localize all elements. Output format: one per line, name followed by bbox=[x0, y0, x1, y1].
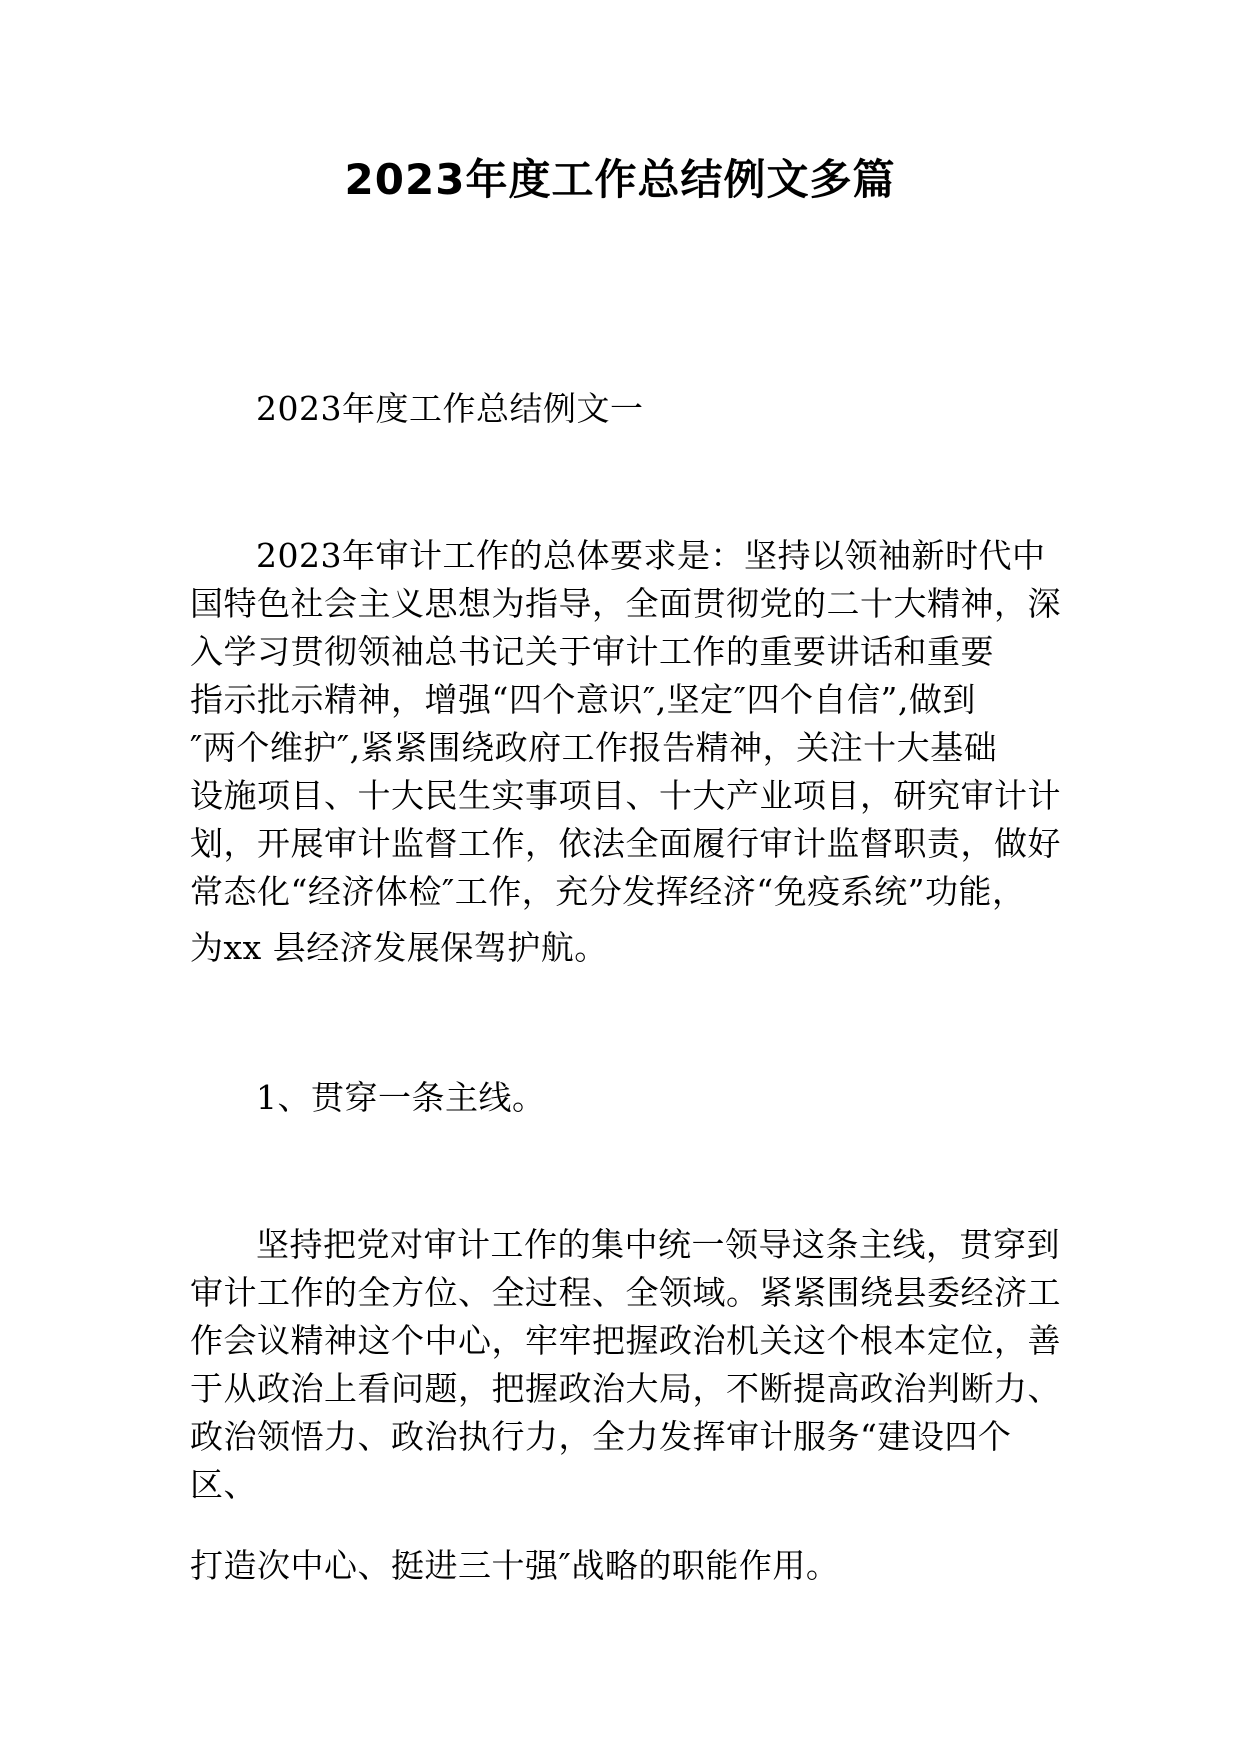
paragraph-line: 为xx 县经济发展保驾护航。 bbox=[190, 928, 608, 967]
paragraph-line: 划，开展审计监督工作，依法全面履行审计监督职责，做好 bbox=[190, 824, 1061, 863]
paragraph-line: 打造次中心、挺进三十强″战略的职能作用。 bbox=[190, 1546, 840, 1585]
paragraph-line: 坚持把党对审计工作的集中统一领导这条主线，贯穿到 bbox=[256, 1225, 1060, 1264]
paragraph-line: 国特色社会主义思想为指导，全面贯彻党的二十大精神，深 bbox=[190, 584, 1061, 623]
paragraph-line: 入学习贯彻领袖总书记关于审计工作的重要讲话和重要 bbox=[190, 632, 994, 671]
paragraph-line: 常态化“经济体检″工作，充分发挥经济“免疫系统”功能， bbox=[190, 872, 1026, 911]
paragraph-line: ″两个维护″,紧紧围绕政府工作报告精神，关注十大基础 bbox=[190, 728, 998, 767]
subheading: 1、贯穿一条主线。 bbox=[256, 1078, 546, 1117]
paragraph-line: 审计工作的全方位、全过程、全领域。紧紧围绕县委经济工 bbox=[190, 1273, 1061, 1312]
paragraph-line: 作会议精神这个中心，牢牢把握政治机关这个根本定位，善 bbox=[190, 1321, 1061, 1360]
paragraph-line: 指示批示精神，增强“四个意识″,坚定″四个自信”,做到 bbox=[190, 680, 976, 719]
paragraph-line: 2023年审计工作的总体要求是：坚持以领袖新时代中 bbox=[256, 536, 1046, 575]
paragraph-line: 于从政治上看问题，把握政治大局，不断提高政治判断力、 bbox=[190, 1369, 1061, 1408]
paragraph-line: 区、 bbox=[190, 1465, 257, 1504]
paragraph-line: 设施项目、十大民生实事项目、十大产业项目，研究审计计 bbox=[190, 776, 1061, 815]
document-title: 2023年度工作总结例文多篇 bbox=[344, 155, 896, 204]
section-heading: 2023年度工作总结例文一 bbox=[256, 389, 644, 428]
paragraph-line: 政治领悟力、政治执行力，全力发挥审计服务“建设四个 bbox=[190, 1417, 1012, 1456]
